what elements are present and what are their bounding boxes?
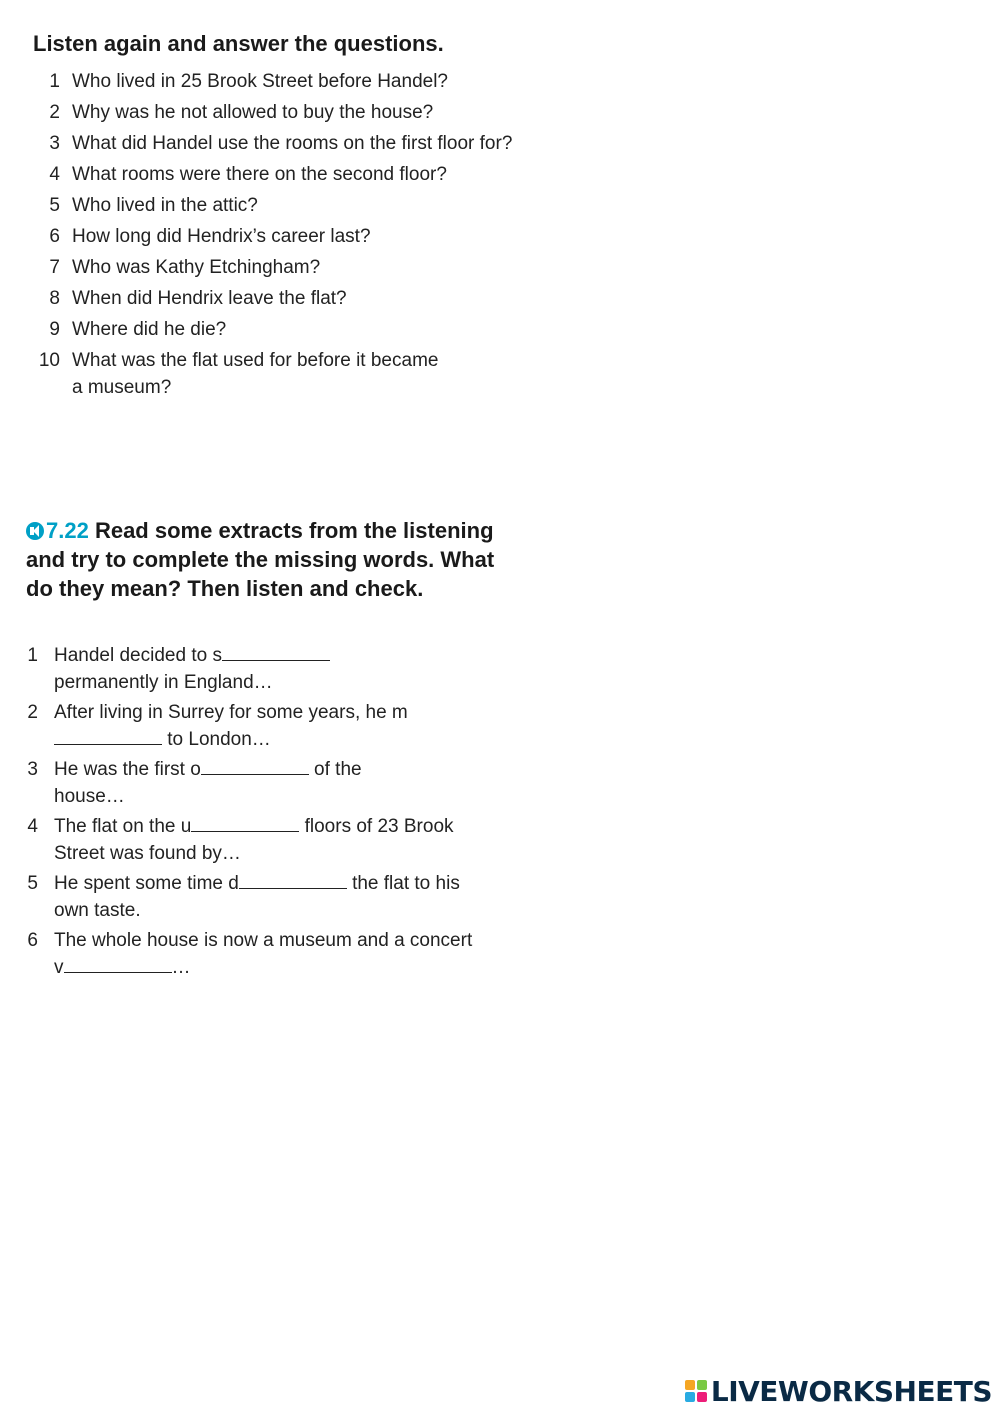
question-text: What was the flat used for before it became a museum? (72, 350, 439, 398)
question-text: Who was Kathy Etchingham? (72, 257, 321, 278)
extract-before: After living in Surrey for some years, he m (54, 702, 408, 723)
item-number: 3 (49, 133, 60, 154)
list-item (20, 285, 520, 312)
list-item (26, 756, 486, 810)
answer-blank[interactable] (64, 956, 172, 973)
item-number: 10 (38, 350, 60, 371)
extract-after: to London… (162, 729, 271, 750)
extract-text (38, 642, 384, 696)
extracts-list (26, 642, 486, 984)
audio-speaker-icon[interactable] (26, 522, 44, 540)
answer-blank[interactable] (239, 872, 347, 889)
answer-blank[interactable] (191, 815, 299, 832)
item-number: 5 (49, 195, 60, 216)
item-number: 1 (49, 71, 60, 92)
list-item (20, 316, 520, 343)
extract-text (38, 870, 469, 924)
section1-heading: Listen again and answer the questions. (33, 31, 444, 56)
list-item (20, 254, 520, 281)
list-item (20, 192, 520, 219)
list-item (26, 870, 486, 924)
extract-text (38, 699, 459, 753)
item-number: 1 (27, 645, 38, 666)
item-number: 5 (27, 873, 38, 894)
liveworksheets-logo (685, 1375, 992, 1407)
question-text: How long did Hendrix’s career last? (72, 226, 371, 247)
item-number: 7 (49, 257, 60, 278)
logo-grid-icon (685, 1380, 707, 1402)
section2-heading (26, 516, 506, 603)
list-item (26, 642, 486, 696)
list-item (20, 161, 520, 188)
answer-blank[interactable] (201, 758, 309, 775)
extract-text (38, 813, 454, 867)
list-item (26, 813, 486, 867)
item-number: 2 (27, 702, 38, 723)
extract-before: The flat on the u (54, 816, 192, 837)
question-text: Where did he die? (72, 319, 227, 340)
list-item (20, 223, 520, 250)
list-item (20, 68, 520, 95)
extract-before: He was the first o (54, 759, 201, 780)
extract-after: permanently in England… (54, 672, 273, 693)
list-item (26, 699, 486, 753)
answer-blank[interactable] (222, 644, 330, 661)
item-number: 3 (27, 759, 38, 780)
item-number: 4 (27, 816, 38, 837)
extract-after: of the house… (54, 759, 362, 807)
question-text: Who lived in the attic? (72, 195, 258, 216)
item-number: 4 (49, 164, 60, 185)
item-number: 2 (49, 102, 60, 123)
extract-after: floors of 23 Brook Street was found by… (54, 816, 454, 864)
extract-after: … (171, 957, 191, 978)
item-number: 9 (49, 319, 60, 340)
question-text: Who lived in 25 Brook Street before Handel? (72, 71, 448, 92)
questions-list (20, 68, 520, 405)
question-text: What rooms were there on the second floor? (72, 164, 447, 185)
question-text: When did Hendrix leave the flat? (72, 288, 347, 309)
question-text: Why was he not allowed to buy the house? (72, 102, 434, 123)
list-item (26, 927, 486, 981)
extract-before: He spent some time d (54, 873, 239, 894)
item-number: 6 (49, 226, 60, 247)
answer-blank[interactable] (54, 728, 162, 745)
list-item (20, 347, 520, 401)
section2-instructions: Read some extracts from the listening and try to complete the missing words. What do they mean? Then listen and check. (26, 518, 495, 601)
extract-text (38, 756, 414, 810)
list-item (20, 99, 520, 126)
extract-before: Handel decided to s (54, 645, 222, 666)
list-item (20, 130, 520, 157)
audio-track-number: 7.22 (46, 518, 89, 543)
logo-text: LIVEWORKSHEETS (710, 1374, 992, 1408)
extract-after: the flat to his own taste. (54, 873, 460, 921)
question-text: What did Handel use the rooms on the first floor for? (72, 133, 513, 154)
extract-before: The whole house is now a museum and a concert v (54, 930, 473, 978)
extract-text (38, 927, 474, 981)
item-number: 8 (49, 288, 60, 309)
item-number: 6 (27, 930, 38, 951)
